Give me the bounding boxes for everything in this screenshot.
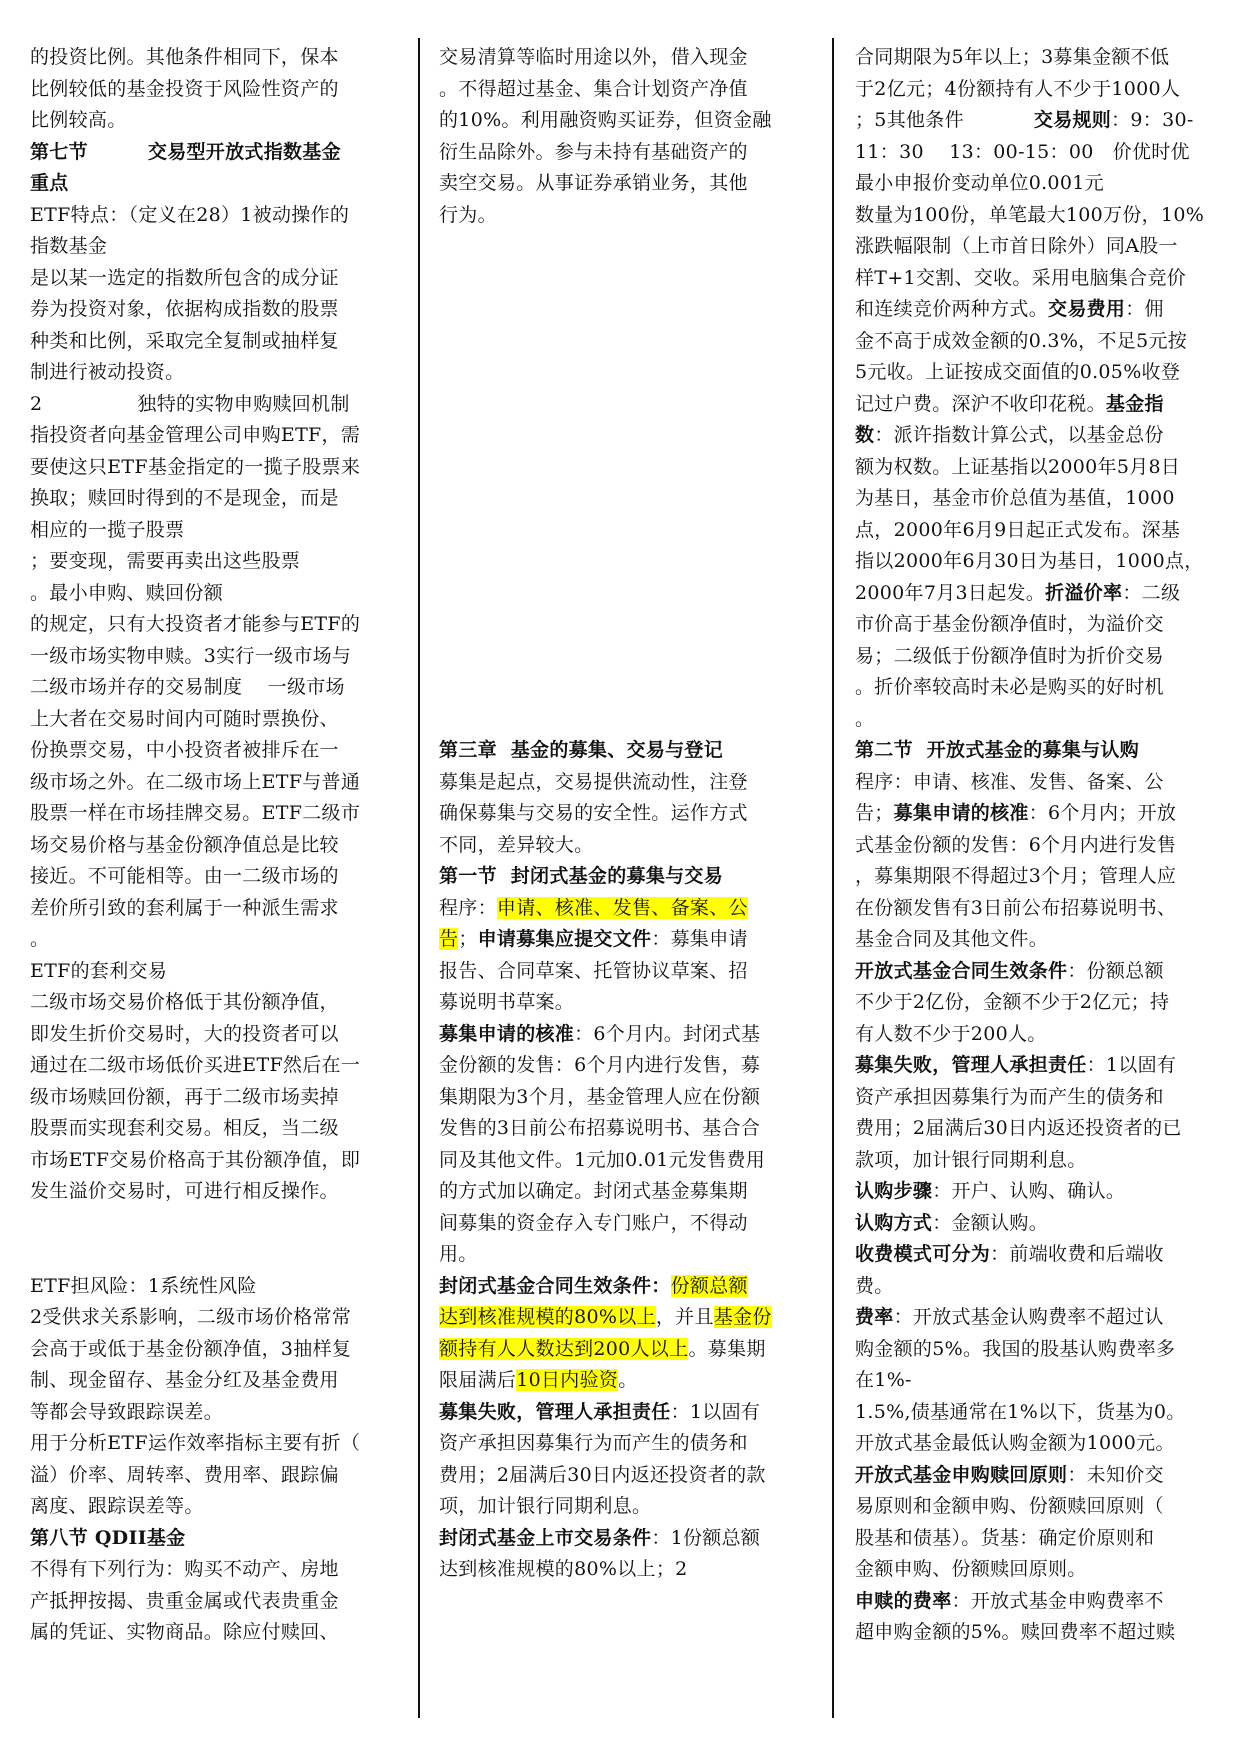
text-line: 于2亿元；4份额持有人不少于1000人 [855, 77, 1181, 100]
text-line: 差价所引致的套利属于一种派生需求 [30, 896, 339, 919]
text-line: 金额申购、份额赎回原则。 [855, 1558, 1087, 1580]
highlight: 告 [439, 928, 459, 950]
text-line: 股票而实现套利交易。相反，当二级 [30, 1117, 339, 1139]
text-line: 限届满后10日内验资。 [439, 1369, 638, 1391]
text-line: 封闭式基金合同生效条件：份额总额 [439, 1274, 748, 1297]
highlight: 额持有人人数达到200人以上 [439, 1337, 689, 1360]
text-line: 溢）价率、周转率、费用率、跟踪偏 [30, 1463, 339, 1486]
blank-space [30, 1208, 398, 1271]
text-line: 项，加计银行同期利息。 [439, 1495, 652, 1517]
text-line: 。 [855, 707, 875, 730]
text-line: 份换票交易，中小投资者被排斥在一 [30, 739, 339, 761]
highlight: 达到核准规模的80%以上 [439, 1306, 656, 1328]
text-line: 涨跌幅限制（上市首日除外）同A股一 [855, 235, 1178, 257]
blank-space [439, 231, 811, 735]
text-line: 卖空交易。从事证券承销业务，其他 [439, 172, 748, 194]
text-line: 在份额发售有3日前公布招募说明书、 [855, 896, 1177, 919]
text-line: 为基日，基金市价总值为基值，1000 [855, 487, 1175, 509]
text-line: 间募集的资金存入专门账户，不得动 [439, 1211, 748, 1234]
text-line: 接近。不可能相等。由一二级市场的 [30, 865, 339, 887]
text-line: 市价高于基金份额净值时，为溢价交 [855, 613, 1164, 635]
text-line: 的方式加以确定。封闭式基金募集期 [439, 1180, 748, 1202]
text-line: 额为权数。上证基指以2000年5月8日 [855, 455, 1181, 478]
text-line: 不得有下列行为：购买不动产、房地 [30, 1558, 339, 1580]
text-line: 程序：申请、核准、发售、备案、公 [439, 896, 748, 919]
highlight: 10日内验资 [516, 1369, 619, 1391]
text-line: 的投资比例。其他条件相同下，保本 [30, 46, 339, 68]
text-line: 5元收。上证按成交面值的0.05%收登 [855, 361, 1181, 383]
text-line: 募集申请的核准：6个月内。封闭式基 [439, 1022, 761, 1045]
text-line: ；要变现，需要再卖出这些股票 [30, 550, 301, 572]
text-line: 的规定，只有大投资者才能参与ETF的 [30, 613, 361, 635]
text-line: 换取；赎回时得到的不是现金，而是 [30, 487, 339, 509]
text-column-2 [439, 42, 811, 1586]
text-line: 11：30 13：00-15：00 价优时优 [855, 140, 1190, 163]
text-line: 报告、合同草案、托管协议草案、招 [439, 959, 748, 982]
text-line: 股基和债基）。货基：确定价原则和 [855, 1526, 1155, 1549]
text-line: 募集失败，管理人承担责任：1以固有 [855, 1054, 1177, 1076]
text-line: 2受供求关系影响，二级市场价格常常 [30, 1306, 352, 1328]
highlight: 申请、核准、发售、备案、公 [496, 896, 748, 919]
text-line: 最小申报价变动单位0.001元 [855, 172, 1104, 194]
text-line: 用。 [439, 1243, 478, 1265]
text-line: 一级市场实物申赎。3实行一级市场与 [30, 644, 352, 667]
text-line: ETF的套利交易 [30, 959, 168, 982]
text-line: 产抵押按揭、贵重金属或代表贵重金 [30, 1589, 339, 1612]
text-line: 不少于2亿份，金额不少于2亿元；持 [855, 991, 1170, 1013]
text-line: 费率：开放式基金认购费率不超过认 [855, 1306, 1164, 1328]
text-line: 募说明书草案。 [439, 991, 575, 1013]
text-line: 收费模式可分为：前端收费和后端收 [855, 1243, 1164, 1265]
text-line: 属的凭证、实物商品。除应付赎回、 [30, 1621, 339, 1643]
highlight: 份额总额 [670, 1274, 748, 1297]
text-line: 相应的一揽子股票 [30, 518, 185, 541]
text-line: 同及其他文件。1元加0.01元发售费用 [439, 1148, 766, 1171]
text-line: 封闭式基金上市交易条件：1份额总额 [439, 1526, 761, 1549]
text-line: 申赎的费率：开放式基金申购费率不 [855, 1589, 1164, 1612]
text-line: 和连续竞价两种方式。交易费用：佣 [855, 298, 1164, 320]
text-line: 开放式基金最低认购金额为1000元。 [855, 1432, 1175, 1454]
section-heading: 第七节 交易型开放式指数基金 [30, 140, 341, 163]
text-line: 费用；2届满后30日内返还投资者的已 [855, 1117, 1182, 1139]
text-line: 指投资者向基金管理公司申购ETF，需 [30, 424, 361, 446]
text-line: 指以2000年6月30日为基日，1000点， [855, 550, 1204, 572]
text-line: 等都会导致跟踪误差。 [30, 1400, 224, 1423]
text-line: 制、现金留存、基金分红及基金费用 [30, 1369, 339, 1391]
text-line: 市场ETF交易价格高于其份额净值，即 [30, 1148, 361, 1171]
text-column-3 [855, 42, 1223, 1649]
text-line: ，募集期限不得超过3个月；管理人应 [855, 865, 1177, 887]
text-line: 金不高于成效金额的0.3%，不足5元按 [855, 329, 1188, 352]
text-line: 即发生折价交易时，大的投资者可以 [30, 1022, 339, 1045]
text-line: 衍生品除外。参与未持有基础资产的 [439, 140, 748, 163]
text-line: 程序：申请、核准、发售、备案、公 [855, 770, 1164, 793]
text-line: ；5其他条件 交易规则：9：30- [855, 109, 1194, 131]
text-line: 易原则和金额申购、份额赎回原则（ [855, 1495, 1164, 1517]
section-heading: 第八节 QDII基金 [30, 1526, 186, 1549]
text-line: 比例较高。 [30, 109, 127, 131]
text-line: 点，2000年6月9日起正式发布。深基 [855, 518, 1181, 541]
text-line: 通过在二级市场低价买进ETF然后在一 [30, 1054, 361, 1076]
text-line: 金份额的发售：6个月内进行发售，募 [439, 1054, 761, 1076]
text-line: 购金额的5%。我国的股基认购费率多 [855, 1337, 1176, 1360]
section-heading: 重点 [30, 172, 69, 194]
text-line: ETF担风险：1系统性风险 [30, 1274, 257, 1297]
text-line: 式基金份额的发售：6个月内进行发售 [855, 833, 1177, 856]
text-line: 不同，差异较大。 [439, 833, 594, 856]
text-line: 额持有人人数达到200人以上。募集期 [439, 1337, 766, 1360]
text-line: 超申购金额的5%。赎回费率不超过赎 [855, 1621, 1176, 1643]
text-line: 是以某一选定的指数所包含的成分证 [30, 266, 339, 289]
text-line: 告；申请募集应提交文件：募集申请 [439, 928, 748, 950]
text-line: 级市场赎回份额，再于二级市场卖掉 [30, 1085, 339, 1108]
text-line: 发售的3日前公布招募说明书、基合合 [439, 1117, 761, 1139]
text-line: 认购步骤：开户、认购、确认。 [855, 1180, 1126, 1202]
text-line: 制进行被动投资。 [30, 361, 185, 383]
text-line: 行为。 [439, 203, 497, 226]
text-line: 资产承担因募集行为而产生的债务和 [439, 1432, 748, 1454]
text-line: 2000年7月3日起发。折溢价率：二级 [855, 581, 1181, 604]
text-line: 记过户费。深沪不收印花税。基金指 [855, 392, 1164, 415]
text-line: 数：派许指数计算公式，以基金总份 [855, 424, 1164, 446]
text-line: 款项，加计银行同期利息。 [855, 1148, 1087, 1171]
text-line: 会高于或低于基金份额净值，3抽样复 [30, 1337, 352, 1360]
text-line: 。不得超过基金、集合计划资产净值 [439, 77, 748, 100]
text-line: 上大者在交易时间内可随时票换份、 [30, 707, 339, 730]
text-line: 的10%。利用融资购买证券，但资金融 [439, 109, 772, 131]
text-line: 募集是起点，交易提供流动性，注登 [439, 770, 748, 793]
text-line: 要使这只ETF基金指定的一揽子股票来 [30, 455, 361, 478]
text-line: 1.5%,债基通常在1%以下，货基为0。 [855, 1400, 1186, 1423]
text-line: 。 [30, 928, 50, 950]
text-line: 认购方式：金额认购。 [855, 1211, 1049, 1234]
text-line: 数量为100份，单笔最大100万份，10% [855, 203, 1205, 226]
text-line: 确保募集与交易的安全性。运作方式 [439, 802, 748, 824]
text-line: 有人数不少于200人。 [855, 1022, 1047, 1045]
text-line: 离度、跟踪误差等。 [30, 1495, 204, 1517]
text-line: 达到核准规模的80%以上；2 [439, 1558, 688, 1580]
text-line: 种类和比例，采取完全复制或抽样复 [30, 329, 339, 352]
text-line: 二级市场交易价格低于其份额净值， [30, 991, 339, 1013]
text-line: 2 独特的实物申购赎回机制 [30, 392, 350, 415]
text-line: 。最小申购、赎回份额 [30, 581, 224, 604]
text-line: 场交易价格与基金份额净值总是比较 [30, 833, 339, 856]
text-line: 易；二级低于份额净值时为折价交易 [855, 644, 1164, 667]
text-line: 样T+1交割、交收。采用电脑集合竞价 [855, 266, 1187, 289]
text-line: 券为投资对象，依据构成指数的股票 [30, 298, 339, 320]
text-line: 二级市场并存的交易制度 一级市场 [30, 676, 345, 698]
text-line: 达到核准规模的80%以上，并且基金份 [439, 1306, 772, 1328]
text-line: 资产承担因募集行为而产生的债务和 [855, 1085, 1164, 1108]
text-line: ETF特点：（定义在28）1被动操作的 [30, 203, 350, 226]
column-divider-left [418, 38, 420, 1718]
text-line: 股票一样在市场挂牌交易。ETF二级市 [30, 802, 361, 824]
text-line: 募集失败，管理人承担责任：1以固有 [439, 1400, 761, 1423]
text-line: 开放式基金申购赎回原则：未知价交 [855, 1463, 1164, 1486]
text-line: 费。 [855, 1274, 894, 1297]
text-line: 比例较低的基金投资于风险性资产的 [30, 77, 339, 100]
chapter-heading: 第三章 基金的募集、交易与登记 [439, 739, 724, 761]
text-line: 在1%- [855, 1369, 912, 1391]
text-line: 开放式基金合同生效条件：份额总额 [855, 959, 1164, 982]
text-line: 集期限为3个月，基金管理人应在份额 [439, 1085, 761, 1108]
text-line: 用于分析ETF运作效率指标主要有折（ [30, 1432, 361, 1454]
text-line: 。折价率较高时未必是购买的好时机 [855, 676, 1164, 698]
text-line: 基金合同及其他文件。 [855, 928, 1049, 950]
section-heading: 第二节 开放式基金的募集与认购 [855, 739, 1140, 761]
text-line: 合同期限为5年以上；3募集金额不低 [855, 46, 1170, 68]
text-column-1 [30, 42, 398, 1649]
text-line: 级市场之外。在二级市场上ETF与普通 [30, 770, 361, 793]
section-heading: 第一节 封闭式基金的募集与交易 [439, 865, 724, 887]
text-line: 费用；2届满后30日内返还投资者的款 [439, 1463, 766, 1486]
text-line: 交易清算等临时用途以外，借入现金 [439, 46, 748, 68]
text-line: 告；募集申请的核准：6个月内；开放 [855, 802, 1177, 824]
text-line: 发生溢价交易时，可进行相反操作。 [30, 1180, 339, 1202]
highlight: 基金份 [713, 1306, 772, 1328]
text-line: 指数基金 [30, 235, 108, 257]
column-divider-right [832, 38, 834, 1718]
